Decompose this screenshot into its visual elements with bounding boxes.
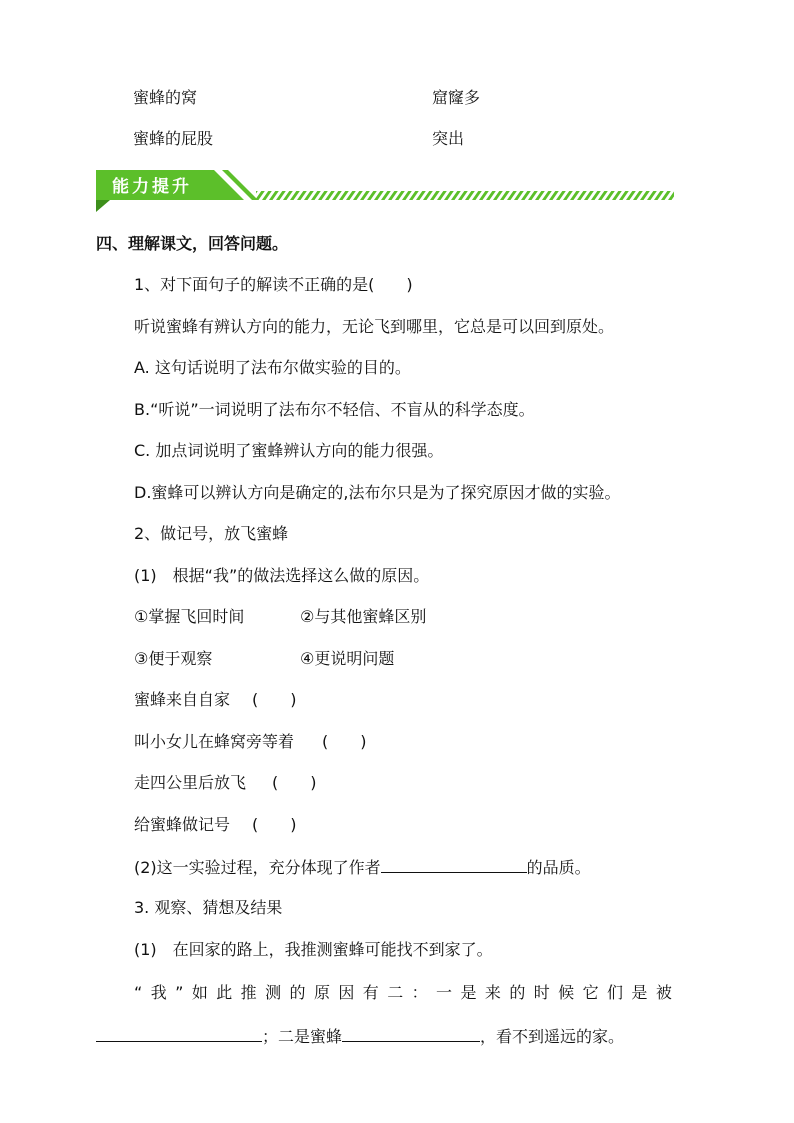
section-title: 四、理解课文，回答问题。	[96, 234, 289, 253]
q3-word: 来	[484, 983, 501, 1002]
q2-sub1: (1) 根据“我”的做法选择这么做的原因。	[134, 566, 430, 585]
q2-choice-3: ③便于观察	[134, 649, 213, 668]
banner-title: 能力提升	[112, 177, 192, 197]
q2-item-4	[134, 815, 297, 835]
q3-reason-mid: ；二是蜜蜂	[262, 1027, 343, 1046]
q3-word: 测	[265, 983, 282, 1002]
q3-reason-end: ，看不到遥远的家。	[480, 1027, 625, 1046]
q2-item-4-paren[interactable]: ( )	[252, 815, 297, 834]
q1-prompt: 1、对下面句子的解读不正确的是( )	[134, 275, 413, 294]
q3-word: ：	[411, 983, 428, 1002]
q3-word: 被	[655, 983, 672, 1002]
q2-item-2-paren[interactable]: ( )	[322, 732, 367, 751]
q3-word: 原	[313, 983, 330, 1002]
q2-sub2-blank[interactable]	[381, 856, 527, 873]
pair-left-1: 蜜蜂的窝	[133, 88, 198, 107]
q2-choice-1: ①掌握飞回时间	[134, 607, 245, 626]
q3-word: 推	[240, 983, 257, 1002]
q3-word: 时	[533, 983, 550, 1002]
q3-word: 候	[558, 983, 575, 1002]
pair-right-1: 窟窿多	[432, 88, 481, 107]
pair-right-2: 突出	[432, 129, 465, 148]
q1-option-b: B.“听说”一词说明了法布尔不轻信、不盲从的科学态度。	[134, 400, 535, 419]
q3-word: 是	[460, 983, 477, 1002]
q3-word: 因	[338, 983, 355, 1002]
q2-title: 2、做记号，放飞蜜蜂	[134, 524, 289, 543]
q2-sub2	[134, 856, 591, 878]
q3-word: 的	[289, 983, 306, 1002]
q2-choice-4: ④更说明问题	[300, 649, 395, 668]
q3-word: 有	[362, 983, 379, 1002]
q1-option-a: A. 这句话说明了法布尔做实验的目的。	[134, 358, 411, 377]
q1-option-c: C. 加点词说明了蜜蜂辨认方向的能力很强。	[134, 441, 444, 460]
q3-reason-line	[134, 983, 672, 1003]
q2-item-3-paren[interactable]: ( )	[272, 773, 317, 792]
q2-sub2-after: 的品质。	[526, 858, 591, 877]
q2-item-2	[134, 732, 367, 752]
q3-reason-line-2	[96, 1025, 624, 1047]
q2-choice-2: ②与其他蜜蜂区别	[300, 607, 427, 626]
q2-item-4-text: 给蜜蜂做记号	[134, 815, 231, 834]
q3-word: 我	[150, 983, 167, 1002]
q3-word: 此	[216, 983, 233, 1002]
q1-option-d: D.蜜蜂可以辨认方向是确定的,法布尔只是为了探究原因才做的实验。	[134, 483, 621, 502]
q2-item-2-text: 叫小女儿在蜂窝旁等着	[134, 732, 295, 751]
q2-sub2-before: (2)这一实验过程，充分体现了作者	[134, 858, 381, 877]
q3-blank-2[interactable]	[342, 1025, 480, 1042]
q3-word: 它	[582, 983, 599, 1002]
pair-left-2: 蜜蜂的屁股	[133, 129, 214, 148]
q2-item-3	[134, 773, 317, 793]
q3-title: 3. 观察、猜想及结果	[134, 898, 283, 917]
q3-word: 们	[607, 983, 624, 1002]
q2-item-1	[134, 690, 297, 710]
q3-word: “	[134, 983, 143, 1002]
q3-blank-1[interactable]	[96, 1025, 262, 1042]
q3-word: 是	[631, 983, 648, 1002]
q3-word: 的	[509, 983, 526, 1002]
q3-word: ”	[175, 983, 184, 1002]
q3-word: 如	[191, 983, 208, 1002]
q2-item-3-text: 走四公里后放飞	[134, 773, 247, 792]
q3-sub1: (1) 在回家的路上，我推测蜜蜂可能找不到家了。	[134, 940, 493, 959]
q2-item-1-text: 蜜蜂来自自家	[134, 690, 231, 709]
q3-word: 二	[387, 983, 404, 1002]
q2-item-1-paren[interactable]: ( )	[252, 690, 297, 709]
q1-sentence: 听说蜜蜂有辨认方向的能力，无论飞到哪里，它总是可以回到原处。	[134, 317, 615, 336]
q3-word: 一	[436, 983, 453, 1002]
